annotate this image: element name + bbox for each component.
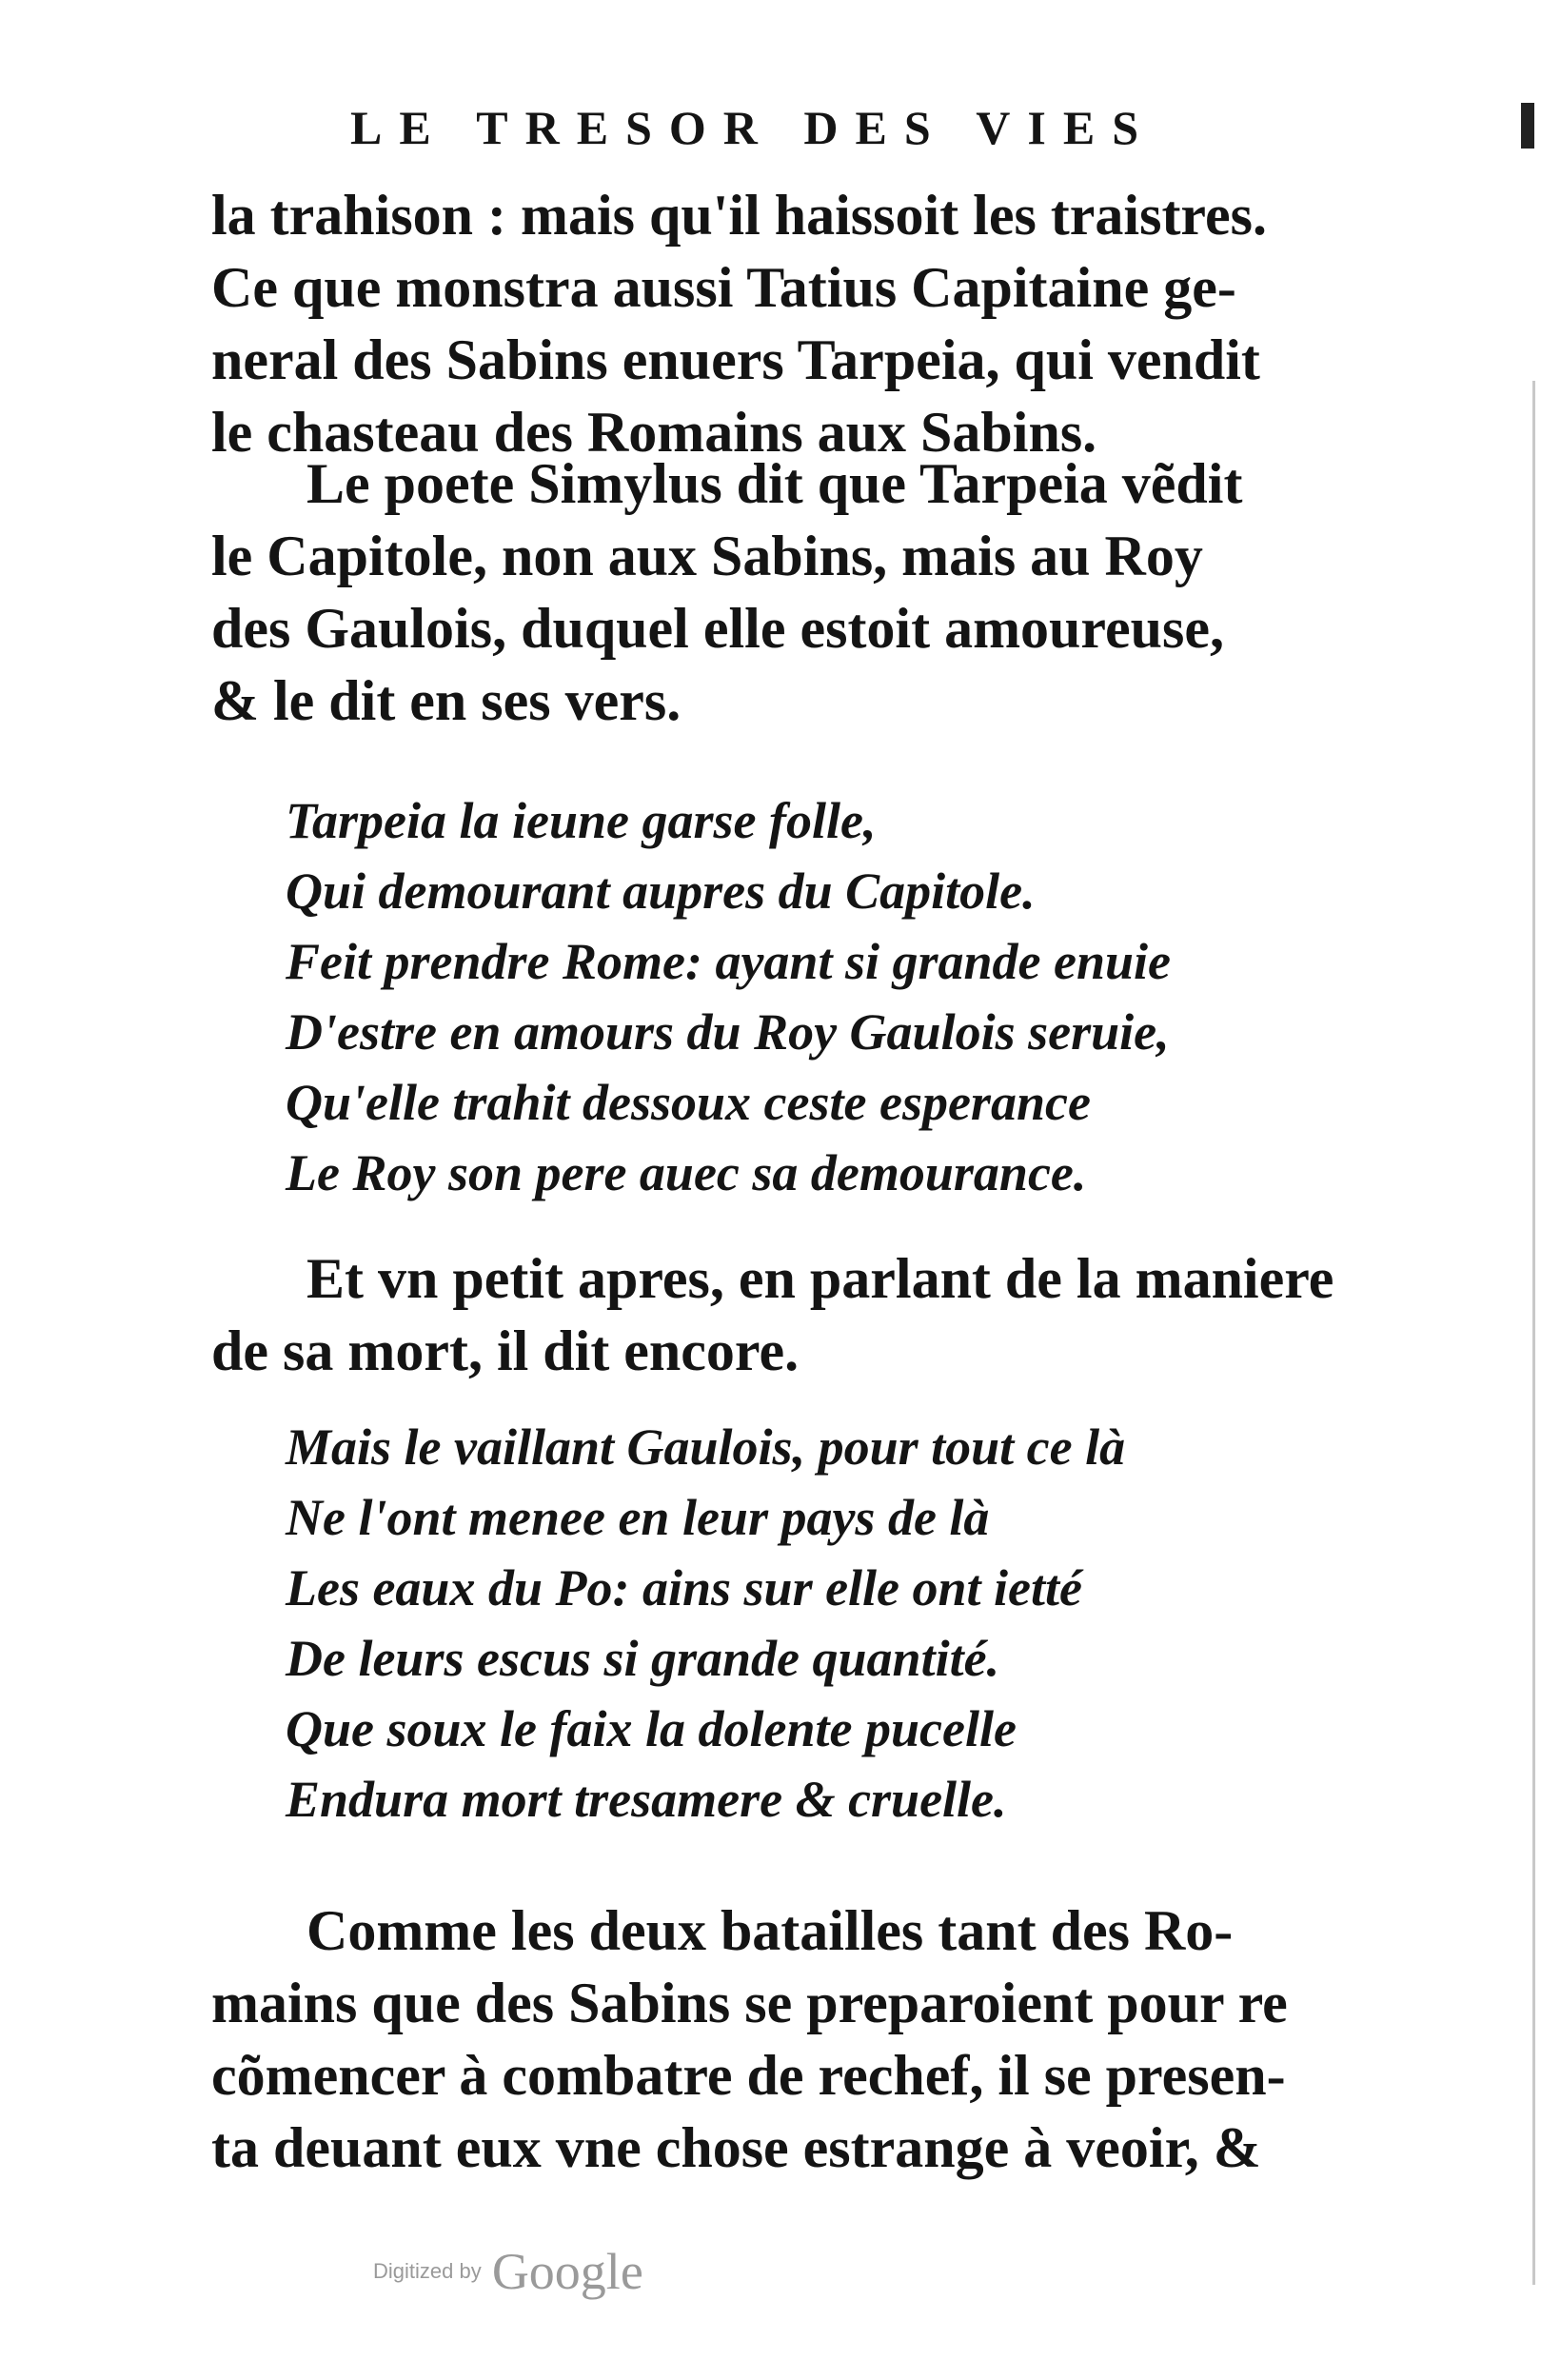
watermark-logo: Google [491, 2243, 643, 2300]
text-line: Comme les deux batailles tant des Ro- [306, 1899, 1234, 1962]
page-edge-mark [1521, 103, 1534, 149]
verse-line: De leurs escus si grande quantité. [286, 1630, 1000, 1687]
text-line: des Gaulois, duquel elle estoit amoureuse, [211, 597, 1224, 660]
text-line: Le poete Simylus dit que Tarpeia vẽdit [306, 452, 1243, 515]
text-line: Ce que monstra aussi Tatius Capitaine ge- [211, 256, 1236, 319]
verse-line: Endura mort tresamere & cruelle. [286, 1771, 1007, 1828]
verse-line: Feit prendre Rome: ayant si grande enuie [286, 933, 1171, 990]
text-line: cõmencer à combatre de rechef, il se presen- [211, 2044, 1286, 2107]
text-line: Et vn petit apres, en parlant de la maniere [306, 1247, 1334, 1310]
text-line: & le dit en ses vers. [211, 669, 682, 732]
text-line: mains que des Sabins se preparoient pour re [211, 1972, 1288, 2034]
running-header: LE TRESOR DES VIES [350, 101, 1156, 154]
text-line: le chasteau des Romains aux Sabins. [211, 401, 1097, 464]
paragraph-2 [211, 447, 1368, 737]
text-line: de sa mort, il dit encore. [211, 1319, 800, 1382]
text-line: la trahison : mais qu'il haissoit les traistres. [211, 184, 1267, 247]
text-line: neral des Sabins enuers Tarpeia, qui vendit [211, 328, 1260, 391]
verse-1 [286, 785, 1285, 1208]
text-line: ta deuant eux vne chose estrange à veoir, & [211, 2116, 1261, 2179]
text-line: le Capitole, non aux Sabins, mais au Roy [211, 525, 1203, 587]
verse-line: Qu'elle trahit dessoux ceste esperance [286, 1074, 1091, 1131]
page-edge-mark [1532, 381, 1535, 2285]
paragraph-3 [211, 1242, 1368, 1387]
verse-line: Tarpeia la ieune garse folle, [286, 792, 877, 849]
verse-line: Qui demourant aupres du Capitole. [286, 863, 1036, 920]
paragraph-1 [211, 179, 1368, 468]
verse-line: Mais le vaillant Gaulois, pour tout ce là [286, 1418, 1126, 1476]
verse-2 [286, 1412, 1285, 1835]
verse-line: Ne l'ont menee en leur pays de là [286, 1489, 990, 1546]
verse-line: D'estre en amours du Roy Gaulois seruie, [286, 1003, 1170, 1061]
paragraph-4 [211, 1894, 1368, 2184]
digitization-watermark [373, 2242, 643, 2301]
verse-line: Les eaux du Po: ains sur elle ont ietté [286, 1559, 1082, 1616]
verse-line: Le Roy son pere auec sa demourance. [286, 1144, 1087, 1201]
watermark-caption: Digitized by [373, 2259, 482, 2283]
verse-line: Que soux le faix la dolente pucelle [286, 1700, 1017, 1757]
